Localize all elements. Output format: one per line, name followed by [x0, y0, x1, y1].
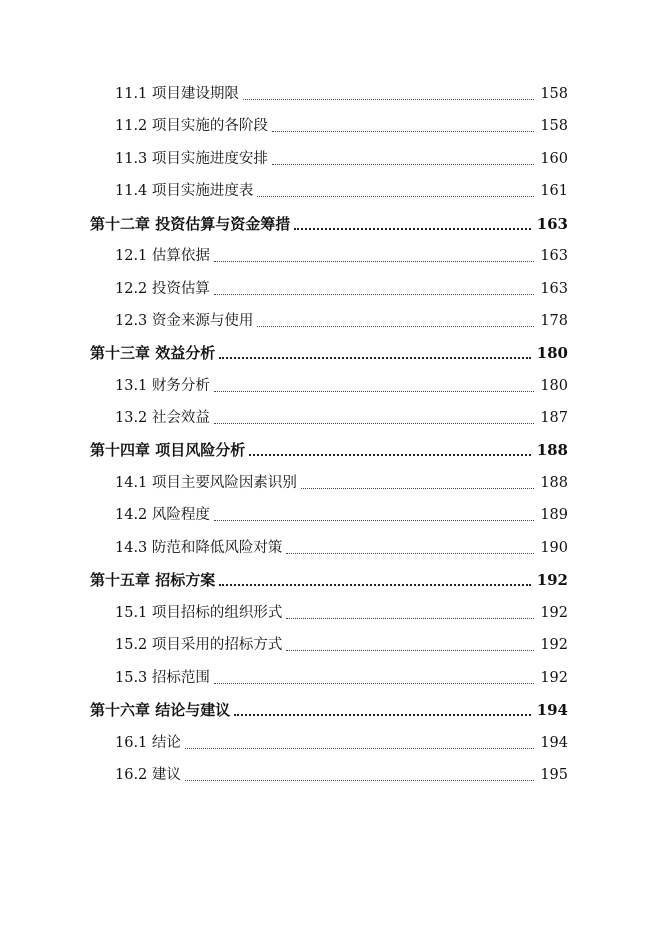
dot-leader [301, 488, 534, 489]
dot-leader [219, 357, 530, 359]
toc-entry-title: 14.1 项目主要风险因素识别 [115, 475, 297, 491]
dot-leader [272, 164, 534, 165]
toc-entry[interactable] [115, 179, 568, 201]
toc-entry-page: 178 [540, 313, 568, 329]
dot-leader [294, 228, 530, 230]
toc-entry-page: 194 [540, 735, 568, 751]
toc-entry-page: 161 [540, 183, 568, 199]
dot-leader [214, 520, 534, 521]
toc-entry-page: 160 [540, 151, 568, 167]
toc-chapter-page: 180 [536, 344, 568, 362]
toc-entry[interactable] [115, 406, 568, 428]
toc-entry[interactable] [115, 374, 568, 396]
toc-chapter-entry[interactable] [90, 698, 568, 720]
toc-chapter-entry[interactable] [90, 438, 568, 460]
toc-entry[interactable] [115, 244, 568, 266]
toc-entry-page: 163 [540, 248, 568, 264]
toc-entry-page: 180 [540, 378, 568, 394]
dot-leader [214, 391, 534, 392]
toc-chapter-page: 163 [536, 215, 568, 233]
toc-entry-title: 12.3 资金来源与使用 [115, 313, 254, 329]
toc-entry[interactable] [115, 277, 568, 299]
toc-entry[interactable] [115, 471, 568, 493]
dot-leader [185, 780, 534, 781]
dot-leader [257, 196, 534, 197]
dot-leader [272, 131, 534, 132]
toc-chapter-entry[interactable] [90, 212, 568, 234]
toc-entry-title: 15.3 招标范围 [115, 670, 210, 686]
toc-entry[interactable] [115, 601, 568, 623]
toc-entry[interactable] [115, 309, 568, 331]
dot-leader [286, 618, 534, 619]
dot-leader [219, 584, 530, 586]
dot-leader [214, 683, 534, 684]
toc-entry-title: 15.2 项目采用的招标方式 [115, 637, 283, 653]
toc-entry[interactable] [115, 503, 568, 525]
toc-entry-title: 16.2 建议 [115, 767, 181, 783]
toc-entry-page: 158 [540, 86, 568, 102]
toc-entry-title: 16.1 结论 [115, 735, 181, 751]
toc-chapter-title: 第十二章 投资估算与资金筹措 [90, 215, 291, 233]
toc-entry[interactable] [115, 763, 568, 785]
toc-chapter-title: 第十六章 结论与建议 [90, 701, 231, 719]
toc-entry-title: 11.2 项目实施的各阶段 [115, 118, 268, 134]
toc-entry-page: 187 [540, 410, 568, 426]
toc-entry-title: 11.3 项目实施进度安排 [115, 151, 268, 167]
toc-entry-page: 163 [540, 281, 568, 297]
toc-entry-page: 158 [540, 118, 568, 134]
toc-entry-title: 12.1 估算依据 [115, 248, 210, 264]
dot-leader [249, 454, 530, 456]
toc-entry[interactable] [115, 666, 568, 688]
toc-chapter-entry[interactable] [90, 341, 568, 363]
toc-chapter-title: 第十四章 项目风险分析 [90, 441, 246, 459]
toc-entry[interactable] [115, 536, 568, 558]
toc-entry[interactable] [115, 114, 568, 136]
dot-leader [214, 294, 534, 295]
dot-leader [286, 553, 534, 554]
toc-entry-page: 188 [540, 475, 568, 491]
toc-chapter-title: 第十五章 招标方案 [90, 571, 216, 589]
toc-entry-page: 192 [540, 670, 568, 686]
toc-entry[interactable] [115, 147, 568, 169]
toc-entry[interactable] [115, 82, 568, 104]
dot-leader [185, 748, 534, 749]
toc-entry-title: 14.3 防范和降低风险对策 [115, 540, 283, 556]
toc-entry-page: 195 [540, 767, 568, 783]
dot-leader [243, 99, 534, 100]
toc-entry-page: 192 [540, 637, 568, 653]
toc-entry-page: 189 [540, 507, 568, 523]
dot-leader [257, 326, 534, 327]
toc-entry-title: 15.1 项目招标的组织形式 [115, 605, 283, 621]
toc-chapter-page: 192 [536, 571, 568, 589]
toc-chapter-page: 188 [536, 441, 568, 459]
toc-entry-page: 192 [540, 605, 568, 621]
dot-leader [234, 714, 530, 716]
dot-leader [286, 650, 534, 651]
toc-entry-title: 14.2 风险程度 [115, 507, 210, 523]
toc-entry[interactable] [115, 633, 568, 655]
toc-entry-title: 11.1 项目建设期限 [115, 86, 239, 102]
toc-entry-title: 13.1 财务分析 [115, 378, 210, 394]
dot-leader [214, 423, 534, 424]
toc-chapter-page: 194 [536, 701, 568, 719]
toc-chapter-entry[interactable] [90, 568, 568, 590]
toc-entry-title: 12.2 投资估算 [115, 281, 210, 297]
toc-entry[interactable] [115, 731, 568, 753]
toc-entry-title: 13.2 社会效益 [115, 410, 210, 426]
dot-leader [214, 261, 534, 262]
toc-entry-title: 11.4 项目实施进度表 [115, 183, 254, 199]
toc-chapter-title: 第十三章 效益分析 [90, 344, 216, 362]
toc-entry-page: 190 [540, 540, 568, 556]
